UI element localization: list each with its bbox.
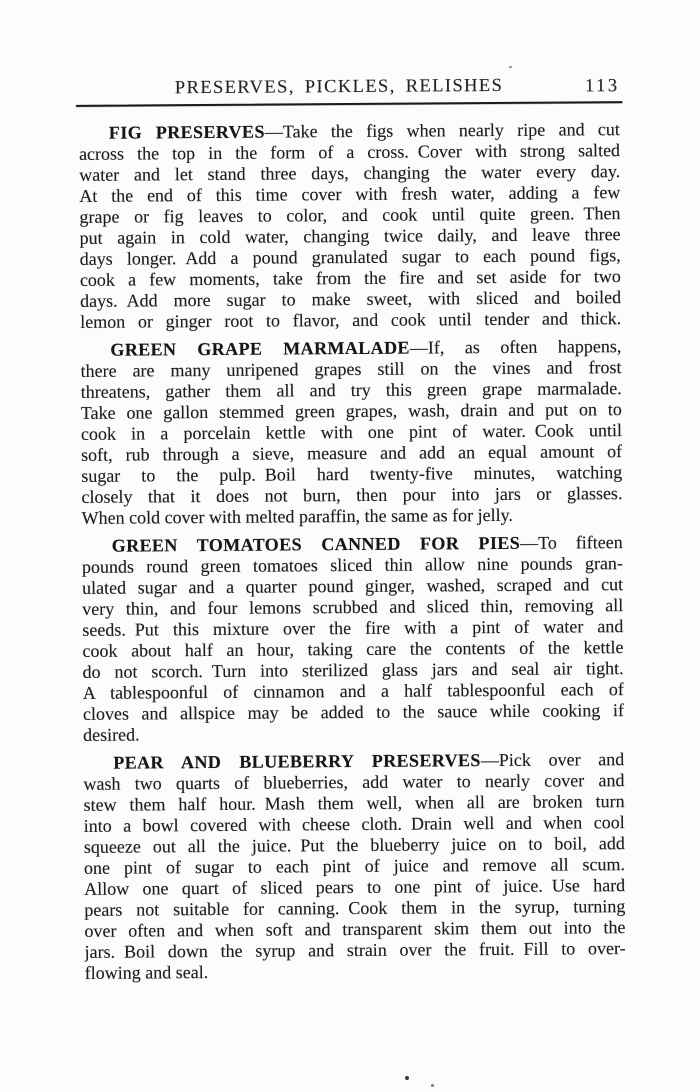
text-line: pears not suitable for canning. Cook them in the syrup, turning bbox=[84, 896, 626, 920]
page-number: 113 bbox=[584, 76, 620, 97]
text-line: seeds. Put this mixture over the fire with a pint of water and bbox=[82, 616, 624, 640]
text-line: At the end of this time cover with fresh water, adding a few bbox=[79, 182, 621, 206]
text-line: Allow one quart of sliced pears to one pint of juice. Use hard bbox=[84, 875, 626, 899]
recipe-green-tomatoes-canned-for-pies bbox=[82, 532, 624, 746]
recipe-heading: FIG PRESERVES bbox=[108, 121, 265, 143]
text-line: ulated sugar and a quarter pound ginger, washed, scraped and cut bbox=[81, 574, 624, 598]
scan-speck bbox=[405, 1076, 409, 1080]
recipe-green-grape-marmalade bbox=[80, 336, 622, 529]
recipe-text-block bbox=[79, 119, 626, 984]
text-line: PEAR AND BLUEBERRY PRESERVES—Pick over and bbox=[113, 749, 625, 773]
scan-speck bbox=[509, 66, 512, 68]
text-line: FIG PRESERVES—Take the figs when nearly ripe and cut bbox=[108, 119, 620, 143]
text-line: do not scorch. Turn into sterilized glass jars and seal air tight. bbox=[82, 658, 624, 682]
text-line: put again in cold water, changing twice daily, and leave three bbox=[79, 224, 621, 248]
text-line: days. Add more sugar to make sweet, with sliced and boiled bbox=[79, 287, 622, 311]
text-line: flowing and seal. bbox=[84, 962, 209, 983]
text-line: across the top in the form of a cross. Cover with strong salted bbox=[78, 140, 621, 164]
text-line: water and let stand three days, changing the water every day. bbox=[79, 161, 621, 185]
page-content bbox=[78, 0, 627, 1092]
text-line: desired. bbox=[83, 724, 140, 745]
recipe-fig-preserves bbox=[79, 119, 621, 333]
running-head bbox=[79, 75, 620, 101]
text-line: soft, rub through a sieve, measure and add an equal amount of bbox=[81, 441, 623, 465]
text-line: wash two quarts of blueberries, add water to nearly cover and bbox=[83, 770, 625, 794]
text-line: squeeze out all the juice. Put the blueberry juice on to boil, add bbox=[83, 833, 625, 857]
recipe-heading: PEAR AND BLUEBERRY PRESERVES bbox=[113, 750, 481, 773]
recipe-heading: GREEN TOMATOES CANNED FOR PIES bbox=[111, 532, 521, 556]
text-line: cloves and allspice may be added to the sauce while cooking if bbox=[82, 700, 624, 724]
text-line: over often and when soft and transparent skim them out into the bbox=[84, 917, 626, 941]
text-line: GREEN TOMATOES CANNED FOR PIES—To fifteen bbox=[111, 532, 623, 556]
text-line: A tablespoonful of cinnamon and a half tablespoonful each of bbox=[82, 679, 624, 703]
text-line: lemon or ginger root to flavor, and cook until tender and thick. bbox=[80, 308, 622, 332]
text-line: Take one gallon stemmed green grapes, wash, drain and put on to bbox=[80, 399, 622, 423]
text-line: cook about half an hour, taking care the contents of the kettle bbox=[82, 637, 624, 661]
text-line: cook in a porcelain kettle with one pint of water. Cook until bbox=[80, 420, 623, 444]
text-line: pounds round green tomatoes sliced thin allow nine pounds gran- bbox=[81, 553, 623, 577]
text-line: into a bowl covered with cheese cloth. Drain well and when cool bbox=[83, 812, 625, 836]
text-line: there are many unripened grapes still on the vines and frost bbox=[80, 357, 622, 381]
text-line: When cold cover with melted paraffin, the same as for jelly. bbox=[81, 504, 513, 528]
recipe-heading: GREEN GRAPE MARMALADE bbox=[110, 337, 410, 360]
text-line: days longer. Add a pound granulated sugar to each pound figs, bbox=[79, 245, 621, 269]
text-line: stew them half hour. Mash them well, when all are broken turn bbox=[83, 791, 625, 815]
scan-speck bbox=[431, 1084, 434, 1087]
recipe-pear-and-blueberry-preserves bbox=[83, 749, 626, 984]
text-line: GREEN GRAPE MARMALADE—If, as often happens, bbox=[110, 336, 622, 360]
text-line: very thin, and four lemons scrubbed and sliced thin, removing all bbox=[82, 595, 624, 619]
text-line: grape or fig leaves to color, and cook until quite green. Then bbox=[79, 203, 621, 227]
running-head-title: PRESERVES, PICKLES, RELISHES bbox=[174, 75, 504, 99]
text-line: sugar to the pulp. Boil hard twenty-five minutes, watching bbox=[81, 462, 623, 486]
text-line: cook a few moments, take from the fire and set aside for two bbox=[79, 266, 621, 290]
text-line: one pint of sugar to each pint of juice and remove all scum. bbox=[83, 854, 626, 878]
text-line: jars. Boil down the syrup and strain over the fruit. Fill to over- bbox=[84, 938, 626, 962]
header-rule bbox=[76, 101, 623, 107]
text-line: closely that it does not burn, then pour into jars or glasses. bbox=[81, 483, 623, 507]
text-line: threatens, gather them all and try this green grape marmalade. bbox=[80, 378, 622, 402]
